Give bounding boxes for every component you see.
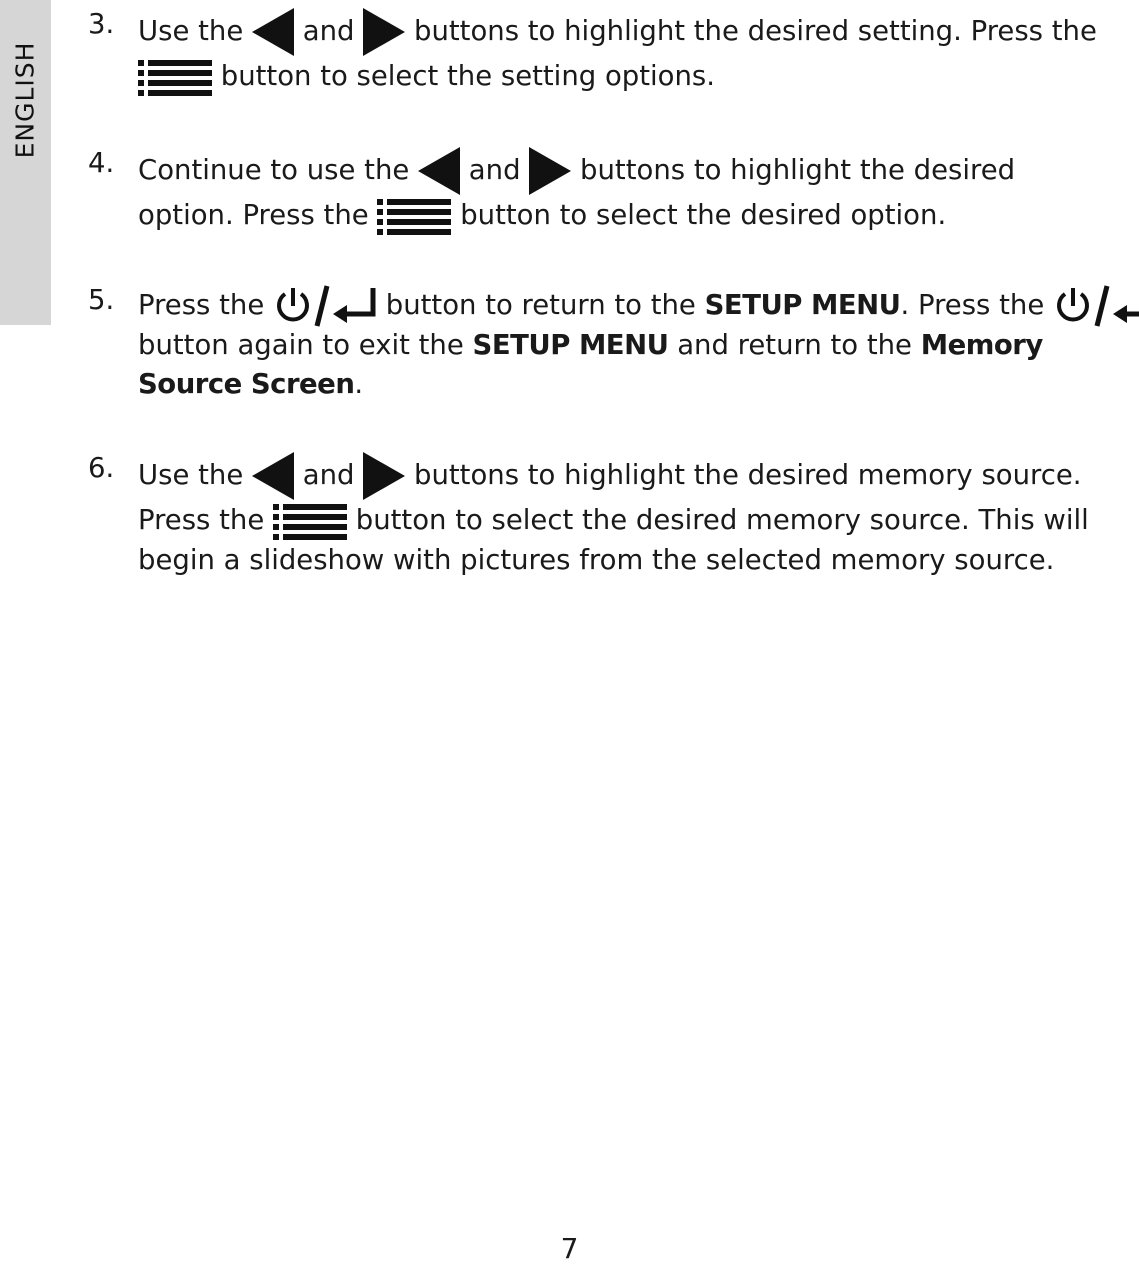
step-line: Use the and buttons to highlight the desired memory source. xyxy=(138,452,1082,500)
page-number: 7 xyxy=(560,1232,579,1265)
setup-menu-label: SETUP MENU xyxy=(472,329,669,361)
step-number: 5. xyxy=(88,284,115,316)
memory-label: Memory xyxy=(920,329,1043,361)
language-label: ENGLISH xyxy=(10,41,40,159)
step-line: Source Screen. xyxy=(138,368,364,400)
language-tab xyxy=(0,0,51,325)
step-line: option. Press the button to select the desired option. xyxy=(138,197,946,235)
source-screen-label: Source Screen xyxy=(138,368,355,400)
left-arrow-icon xyxy=(252,452,294,500)
step-line: Press the button to return to the SETUP MENU. Press the xyxy=(138,284,1139,328)
right-arrow-icon xyxy=(363,8,405,56)
step-line: begin a slideshow with pictures from the selected memory source. xyxy=(138,544,1055,576)
step-line: Press the button to select the desired memory source. This will xyxy=(138,502,1089,540)
step-line: Use the and buttons to highlight the desired setting. Press the xyxy=(138,8,1097,56)
left-arrow-icon xyxy=(418,147,460,195)
power-enter-icon xyxy=(1053,284,1139,328)
left-arrow-icon xyxy=(252,8,294,56)
step-number: 4. xyxy=(88,147,115,179)
menu-icon xyxy=(273,502,347,540)
right-arrow-icon xyxy=(363,452,405,500)
step-line: Continue to use the and buttons to highlight the desired xyxy=(138,147,1015,195)
setup-menu-label: SETUP MENU xyxy=(704,289,901,321)
step-number: 3. xyxy=(88,8,115,40)
power-enter-icon xyxy=(273,284,377,328)
menu-icon xyxy=(377,197,451,235)
step-line: button to select the setting options. xyxy=(138,58,715,96)
menu-icon xyxy=(138,58,212,96)
step-line: button again to exit the SETUP MENU and return to the Memory xyxy=(138,329,1043,361)
right-arrow-icon xyxy=(529,147,571,195)
step-number: 6. xyxy=(88,452,115,484)
